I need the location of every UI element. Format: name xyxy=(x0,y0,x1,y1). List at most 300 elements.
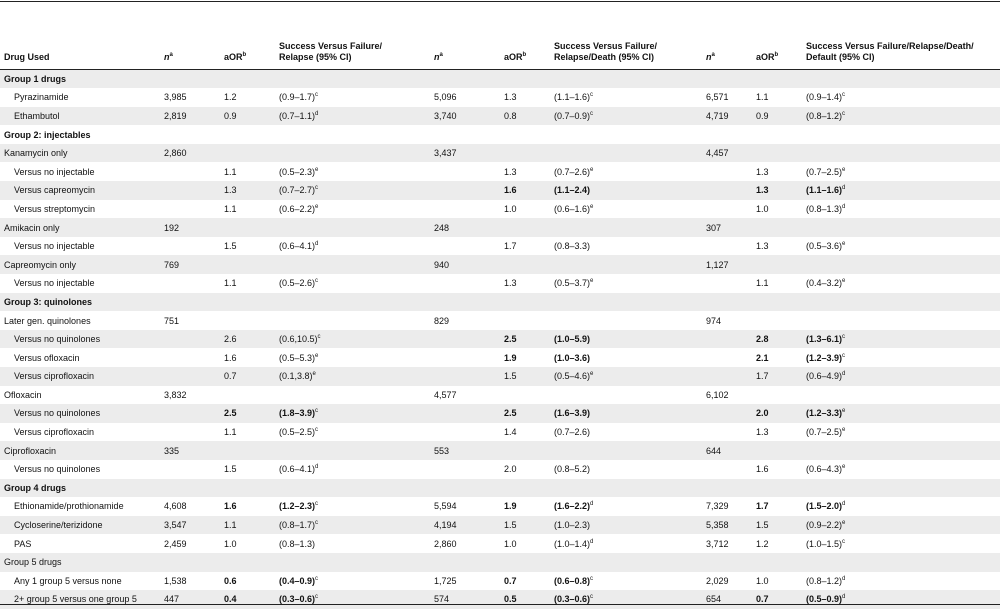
drug-label xyxy=(0,274,160,293)
n-cell-2 xyxy=(430,572,500,591)
n-cell-3 xyxy=(702,181,752,200)
empty-cell xyxy=(275,553,430,572)
header-ci-1: Success Versus Failure/ Relapse (95% CI) xyxy=(275,18,430,70)
cell-value: (1.0–5.9) xyxy=(554,334,591,345)
footnote-marker: c xyxy=(590,594,594,601)
cell-value: 1,127 xyxy=(706,259,729,270)
cell-value: 1.5 xyxy=(224,464,237,475)
cell-value: (1.2–3.3) xyxy=(806,408,843,419)
group-header-row xyxy=(0,293,1000,312)
cell-value: Amikacin only xyxy=(4,222,60,233)
cell-value: Versus no quinolones xyxy=(14,464,101,475)
aor-cell-3 xyxy=(752,497,802,516)
empty-cell xyxy=(752,479,802,498)
footnote-marker: e xyxy=(842,464,846,471)
cell-value: Versus ofloxacin xyxy=(14,352,80,363)
cell-value: 1.9 xyxy=(504,352,517,363)
cell-value: Ciprofloxacin xyxy=(4,445,57,456)
drug-label xyxy=(0,311,160,330)
n-cell-3 xyxy=(702,423,752,442)
cell-value: 0.7 xyxy=(504,575,517,586)
n-cell-2 xyxy=(430,88,500,107)
footnote-marker: c xyxy=(842,334,846,341)
empty-cell xyxy=(702,125,752,144)
ci-cell-2 xyxy=(550,404,702,423)
cell-value: 1.6 xyxy=(756,464,769,475)
ci-cell-1 xyxy=(275,404,430,423)
aor-cell-1 xyxy=(220,181,275,200)
cell-value: (0.8–1.3) xyxy=(806,203,843,214)
cell-value: (0.6–1.6) xyxy=(554,203,591,214)
n-cell-1 xyxy=(160,404,220,423)
footnote-marker: e xyxy=(590,371,594,378)
cell-value: (0.7–0.9) xyxy=(554,110,591,121)
n-cell-3 xyxy=(702,330,752,349)
table-top-rule xyxy=(0,1,1000,2)
aor-cell-3 xyxy=(752,144,802,163)
n-cell-2 xyxy=(430,311,500,330)
table-row xyxy=(0,534,1000,553)
drug-label xyxy=(0,70,160,89)
cell-value: 1.6 xyxy=(224,501,237,512)
cell-value: 2.0 xyxy=(756,408,769,419)
cell-value: (1.2–3.9) xyxy=(806,352,843,363)
drug-label xyxy=(0,572,160,591)
cell-value: 1.4 xyxy=(504,427,517,438)
table-row xyxy=(0,516,1000,535)
cell-value: Cycloserine/terizidone xyxy=(14,520,103,531)
aor-cell-2 xyxy=(500,572,550,591)
footnote-marker: c xyxy=(590,110,594,117)
ci-cell-1 xyxy=(275,200,430,219)
empty-cell xyxy=(220,479,275,498)
empty-cell xyxy=(752,70,802,89)
cell-value: 1.1 xyxy=(756,278,769,289)
cell-value: Versus no injectable xyxy=(14,241,95,252)
table-row xyxy=(0,441,1000,460)
cell-value: 2,819 xyxy=(164,110,187,121)
ci-cell-3 xyxy=(802,534,1000,553)
drug-label xyxy=(0,553,160,572)
cell-value: 2,029 xyxy=(706,575,729,586)
footnote-marker: e xyxy=(842,520,846,527)
ci-cell-3 xyxy=(802,162,1000,181)
cell-value: 2,459 xyxy=(164,538,187,549)
cell-value: Versus capreomycin xyxy=(14,185,96,196)
ci-cell-1 xyxy=(275,107,430,126)
ci-cell-2 xyxy=(550,107,702,126)
cell-value: (0.4–3.2) xyxy=(806,278,843,289)
empty-cell xyxy=(550,479,702,498)
cell-value: Later gen. quinolones xyxy=(4,315,91,326)
cell-value: (1.6–2.2) xyxy=(554,501,591,512)
cell-value: Ethionamide/prothionamide xyxy=(14,501,124,512)
cell-value: 1.3 xyxy=(504,92,517,103)
n-cell-3 xyxy=(702,348,752,367)
ci-cell-2 xyxy=(550,423,702,442)
table-row xyxy=(0,237,1000,256)
ci-cell-1 xyxy=(275,181,430,200)
header-aor-1: aOR$^b$ xyxy=(220,18,275,70)
footnote-marker: c xyxy=(590,92,594,99)
cell-value: 1.1 xyxy=(224,278,237,289)
n-cell-2 xyxy=(430,404,500,423)
empty-cell xyxy=(220,125,275,144)
n-cell-2 xyxy=(430,181,500,200)
cell-value: Group 4 drugs xyxy=(4,482,67,493)
table-body xyxy=(0,70,1000,609)
aor-cell-3 xyxy=(752,200,802,219)
aor-cell-3 xyxy=(752,311,802,330)
cell-value: 192 xyxy=(164,222,180,233)
n-cell-3 xyxy=(702,460,752,479)
cell-value: 2+ group 5 versus one group 5 xyxy=(14,594,137,605)
drug-label xyxy=(0,348,160,367)
cell-value: Ofloxacin xyxy=(4,389,42,400)
n-cell-3 xyxy=(702,274,752,293)
n-cell-2 xyxy=(430,348,500,367)
cell-value: 1.3 xyxy=(756,427,769,438)
cell-value: 1.3 xyxy=(756,185,769,196)
aor-cell-3 xyxy=(752,181,802,200)
empty-cell xyxy=(275,125,430,144)
table-header xyxy=(0,18,1000,70)
cell-value: 1.7 xyxy=(756,501,769,512)
ci-cell-2 xyxy=(550,181,702,200)
footnote-marker: e xyxy=(842,166,846,173)
cell-value: 1.0 xyxy=(504,538,517,549)
aor-cell-2 xyxy=(500,367,550,386)
empty-cell xyxy=(275,70,430,89)
footnote-marker: e xyxy=(312,371,316,378)
cell-value: (1.0–1.4) xyxy=(554,538,591,549)
cell-value: 553 xyxy=(434,445,450,456)
footnote-marker: e xyxy=(315,203,319,210)
cell-value: 447 xyxy=(164,594,180,605)
aor-cell-3 xyxy=(752,162,802,181)
ci-cell-2 xyxy=(550,534,702,553)
table-row xyxy=(0,330,1000,349)
cell-value: Versus no injectable xyxy=(14,166,95,177)
n-cell-1 xyxy=(160,441,220,460)
cell-value: Group 1 drugs xyxy=(4,74,67,85)
cell-value: 1.0 xyxy=(756,203,769,214)
cell-value: (0.7–2.5) xyxy=(806,427,843,438)
cell-value: 7,329 xyxy=(706,501,729,512)
drug-label xyxy=(0,162,160,181)
ci-cell-3 xyxy=(802,274,1000,293)
cell-value: PAS xyxy=(14,538,32,549)
aor-cell-3 xyxy=(752,460,802,479)
empty-cell xyxy=(550,70,702,89)
empty-cell xyxy=(802,70,1000,89)
aor-cell-1 xyxy=(220,200,275,219)
n-cell-2 xyxy=(430,386,500,405)
cell-value: (1.8–3.9) xyxy=(279,408,316,419)
drug-label xyxy=(0,144,160,163)
ci-cell-2 xyxy=(550,274,702,293)
cell-value: 1.3 xyxy=(756,241,769,252)
aor-cell-2 xyxy=(500,237,550,256)
cell-value: (0.5–0.9) xyxy=(806,594,843,605)
n-cell-1 xyxy=(160,162,220,181)
cell-value: (1.1–2.4) xyxy=(554,185,591,196)
aor-cell-3 xyxy=(752,534,802,553)
empty-cell xyxy=(160,70,220,89)
footnote-marker: e xyxy=(842,241,846,248)
cell-value: 1.0 xyxy=(224,538,237,549)
cell-value: 4,577 xyxy=(434,389,457,400)
cell-value: (0.8–1.7) xyxy=(279,520,316,531)
cell-value: (1.5–2.0) xyxy=(806,501,843,512)
cell-value: (0.1,3.8) xyxy=(279,371,313,382)
table-row xyxy=(0,404,1000,423)
aor-cell-1 xyxy=(220,572,275,591)
cell-value: (0.5–2.3) xyxy=(279,166,316,177)
cell-value: Any 1 group 5 versus none xyxy=(14,575,122,586)
cell-value: (0.5–2.6) xyxy=(279,278,316,289)
aor-cell-1 xyxy=(220,497,275,516)
cell-value: 3,985 xyxy=(164,92,187,103)
cell-value: (0.7–2.7) xyxy=(279,185,316,196)
ci-cell-1 xyxy=(275,274,430,293)
n-cell-2 xyxy=(430,534,500,553)
cell-value: (0.5–2.5) xyxy=(279,427,316,438)
group-header-row xyxy=(0,479,1000,498)
header-ci-2: Success Versus Failure/ Relapse/Death (95% CI) xyxy=(550,18,702,70)
drug-label xyxy=(0,237,160,256)
cell-value: (0.9–1.4) xyxy=(806,92,843,103)
footnote-marker: e xyxy=(590,203,594,210)
empty-cell xyxy=(220,70,275,89)
cell-value: 1.2 xyxy=(224,92,237,103)
cell-value: 2.5 xyxy=(224,408,237,419)
cell-value: 4,608 xyxy=(164,501,187,512)
cell-value: (0.6–2.2) xyxy=(279,203,316,214)
aor-cell-1 xyxy=(220,460,275,479)
footnote-marker: c xyxy=(590,575,594,582)
table-row xyxy=(0,144,1000,163)
table-row xyxy=(0,200,1000,219)
cell-value: (1.1–1.6) xyxy=(554,92,591,103)
cell-value: (0.6–4.1) xyxy=(279,464,316,475)
ci-cell-1 xyxy=(275,516,430,535)
cell-value: (0.8–1.2) xyxy=(806,575,843,586)
cell-value: 6,102 xyxy=(706,389,729,400)
aor-cell-2 xyxy=(500,330,550,349)
drug-label xyxy=(0,534,160,553)
aor-cell-3 xyxy=(752,348,802,367)
cell-value: (0.5–4.6) xyxy=(554,371,591,382)
cell-value: (0.4–0.9) xyxy=(279,575,316,586)
n-cell-1 xyxy=(160,181,220,200)
footnote-marker: c xyxy=(315,278,319,285)
n-cell-3 xyxy=(702,386,752,405)
aor-cell-1 xyxy=(220,330,275,349)
aor-cell-2 xyxy=(500,200,550,219)
ci-cell-1 xyxy=(275,441,430,460)
aor-cell-2 xyxy=(500,107,550,126)
footnote-marker: c xyxy=(315,520,319,527)
cell-value: 5,358 xyxy=(706,520,729,531)
header-ci-3: Success Versus Failure/Relapse/Death/ Default (95% CI) xyxy=(802,18,1000,70)
drug-label xyxy=(0,479,160,498)
ci-cell-1 xyxy=(275,534,430,553)
ci-cell-3 xyxy=(802,107,1000,126)
ci-cell-2 xyxy=(550,200,702,219)
aor-cell-2 xyxy=(500,404,550,423)
cell-value: Versus ciprofloxacin xyxy=(14,371,95,382)
footnote-marker: c xyxy=(315,501,319,508)
n-cell-1 xyxy=(160,572,220,591)
n-cell-1 xyxy=(160,107,220,126)
empty-cell xyxy=(430,553,500,572)
cell-value: 5,594 xyxy=(434,501,457,512)
n-cell-3 xyxy=(702,404,752,423)
empty-cell xyxy=(430,70,500,89)
n-cell-1 xyxy=(160,460,220,479)
ci-cell-1 xyxy=(275,348,430,367)
ci-cell-1 xyxy=(275,460,430,479)
n-cell-2 xyxy=(430,497,500,516)
drug-label xyxy=(0,88,160,107)
footnote-marker: c xyxy=(842,92,846,99)
n-cell-3 xyxy=(702,144,752,163)
aor-cell-3 xyxy=(752,441,802,460)
drug-label xyxy=(0,218,160,237)
cell-value: Versus no injectable xyxy=(14,278,95,289)
cell-value: 1,725 xyxy=(434,575,457,586)
cell-value: 2.5 xyxy=(504,408,517,419)
cell-value: (0.8–1.2) xyxy=(806,110,843,121)
n-cell-2 xyxy=(430,144,500,163)
ci-cell-2 xyxy=(550,237,702,256)
n-cell-3 xyxy=(702,534,752,553)
cell-value: (0.5–3.7) xyxy=(554,278,591,289)
aor-cell-2 xyxy=(500,181,550,200)
cell-value: (0.6,10.5) xyxy=(279,334,318,345)
table-row xyxy=(0,255,1000,274)
aor-cell-1 xyxy=(220,367,275,386)
cell-value: 574 xyxy=(434,594,450,605)
cell-value: (0.6–0.8) xyxy=(554,575,591,586)
empty-cell xyxy=(702,70,752,89)
empty-cell xyxy=(220,553,275,572)
ci-cell-3 xyxy=(802,88,1000,107)
cell-value: (0.9–1.7) xyxy=(279,92,316,103)
empty-cell xyxy=(550,293,702,312)
empty-cell xyxy=(275,293,430,312)
empty-cell xyxy=(752,553,802,572)
ci-cell-1 xyxy=(275,330,430,349)
drug-label xyxy=(0,423,160,442)
cell-value: 4,457 xyxy=(706,148,729,159)
cell-value: 1.5 xyxy=(504,520,517,531)
n-cell-3 xyxy=(702,200,752,219)
cell-value: 1.3 xyxy=(504,278,517,289)
ci-cell-2 xyxy=(550,348,702,367)
cell-value: (0.6–4.3) xyxy=(806,464,843,475)
footnote-marker: c xyxy=(315,575,319,582)
drug-label xyxy=(0,330,160,349)
cell-value: 1.1 xyxy=(224,520,237,531)
ci-cell-1 xyxy=(275,237,430,256)
empty-cell xyxy=(160,553,220,572)
cell-value: 1.7 xyxy=(504,241,517,252)
table-row xyxy=(0,572,1000,591)
aor-cell-1 xyxy=(220,516,275,535)
drug-label xyxy=(0,107,160,126)
ci-cell-2 xyxy=(550,386,702,405)
header-n-2: $n^a$ xyxy=(430,18,500,70)
aor-cell-3 xyxy=(752,423,802,442)
n-cell-2 xyxy=(430,330,500,349)
aor-cell-2 xyxy=(500,386,550,405)
ci-cell-1 xyxy=(275,162,430,181)
empty-cell xyxy=(275,479,430,498)
cell-value: 248 xyxy=(434,222,450,233)
cell-value: 2.1 xyxy=(756,352,769,363)
aor-cell-2 xyxy=(500,88,550,107)
cell-value: (0.8–1.3) xyxy=(279,538,316,549)
cell-value: Ethambutol xyxy=(14,110,60,121)
cell-value: (0.3–0.6) xyxy=(554,594,591,605)
ci-cell-3 xyxy=(802,311,1000,330)
cell-value: 0.8 xyxy=(504,110,517,121)
cell-value: (1.0–2.3) xyxy=(554,520,591,531)
table-row xyxy=(0,367,1000,386)
ci-cell-1 xyxy=(275,423,430,442)
n-cell-3 xyxy=(702,218,752,237)
header-aor-3: aOR$^b$ xyxy=(752,18,802,70)
ci-cell-3 xyxy=(802,330,1000,349)
empty-cell xyxy=(160,479,220,498)
cell-value: (0.3–0.6) xyxy=(279,594,316,605)
aor-cell-2 xyxy=(500,441,550,460)
n-cell-2 xyxy=(430,516,500,535)
drug-label xyxy=(0,125,160,144)
cell-value: 0.9 xyxy=(224,110,237,121)
cell-value: Group 5 drugs xyxy=(4,557,62,568)
n-cell-3 xyxy=(702,497,752,516)
cell-value: Pyrazinamide xyxy=(14,92,69,103)
table-row xyxy=(0,88,1000,107)
aor-cell-1 xyxy=(220,218,275,237)
ci-cell-2 xyxy=(550,516,702,535)
empty-cell xyxy=(220,293,275,312)
cell-value: (0.8–3.3) xyxy=(554,241,591,252)
footnote-marker: e xyxy=(842,427,846,434)
ci-cell-2 xyxy=(550,330,702,349)
cell-value: 6,571 xyxy=(706,92,729,103)
n-cell-3 xyxy=(702,311,752,330)
aor-cell-2 xyxy=(500,497,550,516)
aor-cell-1 xyxy=(220,386,275,405)
aor-cell-2 xyxy=(500,348,550,367)
ci-cell-3 xyxy=(802,367,1000,386)
cell-value: 1.3 xyxy=(224,185,237,196)
aor-cell-3 xyxy=(752,237,802,256)
n-cell-3 xyxy=(702,107,752,126)
drug-label xyxy=(0,255,160,274)
aor-cell-2 xyxy=(500,311,550,330)
aor-cell-3 xyxy=(752,572,802,591)
cell-value: (0.7–2.5) xyxy=(806,166,843,177)
cell-value: Group 2: injectables xyxy=(4,129,91,140)
n-cell-1 xyxy=(160,144,220,163)
cell-value: 1.1 xyxy=(224,166,237,177)
empty-cell xyxy=(430,293,500,312)
